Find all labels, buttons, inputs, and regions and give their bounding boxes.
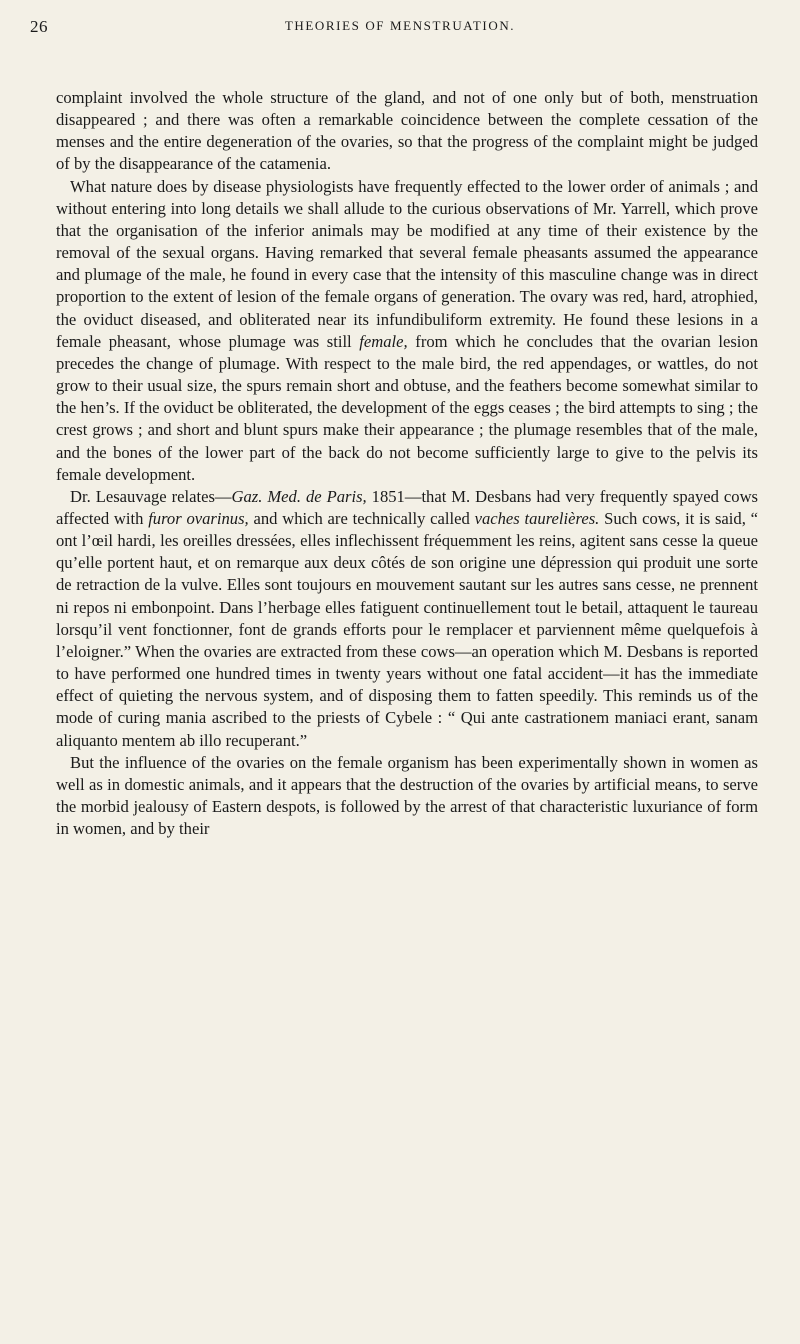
italic-run: furor ovarinus, [148,508,249,528]
text-run: and which are technically called [248,508,475,528]
text-run: Such cows, it is said, “ ont l’œil hardi, les oreilles dressées, elles inflechissent fréquemment les reins, agitent sans cesse la queue qu’elle portent haut, et on remarque aux deux côtés de son origine une dépression qui produit une sorte de retraction de la vulve. Elles sont toujours en mouvement sautant sur les autres sans cesse, ne prennent ni repos ni embonpoint. Dans l’herbage elles fatiguent continuellement tout le betail, attaquent le taureau lorsqu’il vent fonctionner, font de grands efforts pour le remplacer et parviennent même quelquefois à l’eloigner.” When the ovaries are extracted from these cows—an operation which M. Desbans is reported to have performed one hundred times in twenty years without one fatal accident—it has the immediate effect of quieting the nervous system, and of disposing them to fatten speedily. This reminds us of the mode of curing mania ascribed to the priests of Cybele : “ Qui ante castrationem maniaci erant, sanam aliquanto mentem ab illo recuperant.” [56,508,758,750]
italic-run: Gaz. Med. de Paris, [231,486,367,506]
page-header [30,17,770,41]
text-run: What nature does by disease physiologists have frequently effected to the lower order of animals ; and without entering into long details we shall allude to the curious observations of Mr. Yarrell, which prove that the organisation of the inferior animals may be modified at any time of their existence by the removal of the sexual organs. Having remarked that several female pheasants assumed the appearance and plumage of the male, he found in every case that the intensity of this masculine change was in direct proportion to the extent of lesion of the female organs of generation. The ovary was red, hard, atrophied, the oviduct diseased, and obliterated near its infundibuliform extremity. He found these lesions in a female pheasant, whose plumage was still [56,176,758,351]
text-run: Dr. Lesauvage relates— [70,486,232,506]
paragraph [56,752,758,841]
text-run: 1851—that M. Desbans had very frequently spayed cows affected with [56,486,759,528]
paragraph [56,486,758,752]
paragraph [56,176,758,486]
italic-run: vaches taurelières. [474,508,600,528]
body-text [56,87,758,840]
text-run: But the influence of the ovaries on the female organism has been experimentally shown in women as well as in domestic animals, and it appears that the destruction of the ovaries by artificial means, to serve the morbid jealousy of Eastern despots, is followed by the arrest of that characteristic luxuriance of form in women, and by their [56,752,758,839]
text-run: complaint involved the whole structure of the gland, and not of one only but of both, menstruation disappeared ; and there was often a remarkable coincidence between the complete cessation of the menses and the entire degeneration of the ovaries, so that the progress of the complaint might be judged of by the disappearance of the catamenia. [56,88,758,174]
page-number: 26 [30,17,48,36]
text-run: from which he concludes that the ovarian lesion precedes the change of plumage. With respect to the male bird, the red appendages, or wattles, do not grow to their usual size, the spurs remain short and obtuse, and the feathers become somewhat similar to the hen’s. If the oviduct be obliterated, the development of the eggs ceases ; the bird attempts to sing ; the crest grows ; and short and blunt spurs make their appearance ; the plumage resembles that of the male, and the bones of the lower part of the back do not become sufficiently large to give to the pelvis its female development. [56,331,758,484]
italic-run: female, [359,331,408,351]
paragraph [56,87,758,176]
running-title: THEORIES OF MENSTRUATION. [284,18,516,33]
